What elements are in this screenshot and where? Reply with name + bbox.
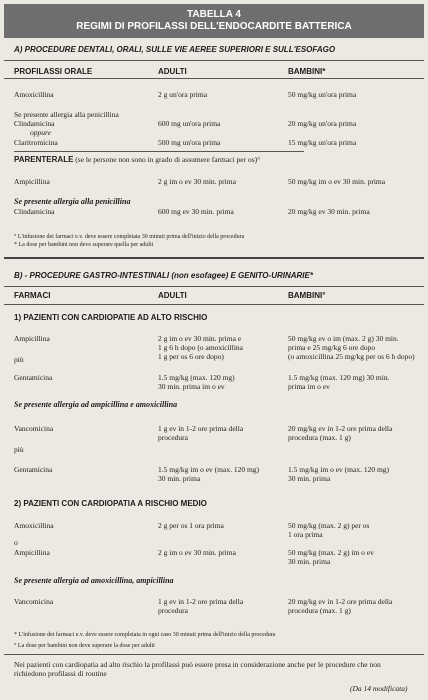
dose-line: 1 g per os 6 ore dopo)	[158, 352, 224, 361]
o-label: o	[14, 538, 18, 547]
child-dose	[288, 465, 389, 483]
drug-name: Clindamicina	[14, 207, 55, 216]
adult-dose	[158, 465, 259, 483]
section-a-title: A) PROCEDURE DENTALI, ORALI, SULLE VIE AEREE SUPERIORI E SULL'ESOFAGO	[14, 45, 336, 54]
dose-line: 1 ora prima	[288, 530, 323, 539]
oppure-label: oppure	[30, 128, 51, 137]
adult-dose: 500 mg un'ora prima	[158, 138, 221, 147]
allergy-heading: Se presente allergia ad amoxicillina, ampicillina	[14, 576, 174, 585]
col-header-adults: ADULTI	[158, 291, 187, 300]
dose-line: (o amoxicillina 25 mg/kg per os 6 h dopo)	[288, 352, 415, 361]
adult-dose	[158, 424, 243, 442]
allergy-note: Se presente allergia alla penicillina	[14, 110, 119, 119]
dose-line: 1.5 mg/kg (max. 120 mg) 30 min.	[288, 373, 390, 382]
dose-line: 30 min. prima	[158, 474, 201, 483]
drug-name: Claritromicina	[14, 138, 58, 147]
child-dose: 15 mg/kg un'ora prima	[288, 138, 357, 147]
allergy-heading: Se presente allergia ad ampicillina e amoxicillina	[14, 400, 178, 409]
drug-name: Amoxicillina	[14, 90, 54, 99]
table-number: TABELLA 4	[187, 9, 241, 20]
adult-dose	[158, 334, 243, 361]
section-divider	[4, 257, 424, 259]
dose-line: procedura (max. 1 g)	[288, 433, 351, 442]
child-dose	[288, 548, 374, 566]
adult-dose: 600 mg un'ora prima	[158, 119, 221, 128]
dose-line: 20 mg/kg ev in 1-2 ore prima della	[288, 597, 393, 606]
dose-line: prima im o ev	[288, 382, 330, 391]
table-header	[4, 4, 424, 38]
piu-label: più	[14, 355, 24, 364]
drug-name: Ampicillina	[14, 177, 50, 186]
footnote: * L'infusione dei farmaci e.v. deve essere completata in ogni caso 30 minuti prima dell'inizio della procedura	[14, 632, 276, 638]
divider	[4, 286, 424, 287]
col-header-children: BAMBINI°	[288, 291, 326, 300]
dose-line: prima e 25 mg/kg 6 ore dopo	[288, 343, 376, 352]
dose-line: 50 mg/kg ev o im (max. 2 g) 30 min.	[288, 334, 399, 343]
adult-dose: 2 g per os 1 ora prima	[158, 521, 224, 530]
adult-dose: 2 g im o ev 30 min. prima	[158, 548, 236, 557]
parenterale-label: PARENTERALE	[14, 155, 74, 164]
table-title: REGIMI DI PROFILASSI DELL'ENDOCARDITE BATTERICA	[76, 21, 352, 32]
col-header-drug: FARMACI	[14, 291, 51, 300]
child-dose	[288, 521, 369, 539]
child-dose	[288, 373, 389, 391]
dose-line: 1 g 6 h dopo (o amoxicillina	[158, 343, 243, 352]
dose-line: procedura	[158, 606, 188, 615]
footnote: * La dose per bambini non deve superare quella per adulti	[14, 242, 154, 248]
col-header-drug: PROFILASSI ORALE	[14, 67, 93, 76]
dose-line: 1.5 mg/kg im o ev (max. 120 mg)	[158, 465, 260, 474]
drug-name: Clindamicina	[14, 119, 55, 128]
col-header-adults: ADULTI	[158, 67, 187, 76]
dose-line: 1 g ev in 1-2 ore prima della	[158, 424, 244, 433]
child-dose: 20 mg/kg ev 30 min. prima	[288, 207, 370, 216]
source-note: (Da 14 modificata)	[350, 684, 408, 693]
adult-dose: 2 g im o ev 30 min. prima	[158, 177, 236, 186]
adult-dose: 2 g un'ora prima	[158, 90, 208, 99]
footer-note: Nei pazienti con cardiopatia ad alto rischio la profilassi può essere presa in considerazione anche per le procedure che non richiedono profilassi di routine	[14, 660, 381, 678]
drug-name: Gentamicina	[14, 465, 53, 474]
dose-line: 1 g ev in 1-2 ore prima della	[158, 597, 244, 606]
divider	[14, 151, 304, 152]
allergy-heading: Se presente allergia alla penicillina	[14, 197, 131, 206]
footnote: ° L'infusione dei farmaci e.v. deve essere completata 30 minuti prima dell'inizio della procedura	[14, 234, 245, 240]
subsection-medium-risk: 2) PAZIENTI CON CARDIOPATIA A RISCHIO MEDIO	[14, 499, 207, 508]
dose-line: 1.5 mg/kg im o ev (max. 120 mg)	[288, 465, 390, 474]
child-dose: 50 mg/kg un'ora prima	[288, 90, 357, 99]
drug-name: Vancomicina	[14, 597, 54, 606]
drug-name: Amoxicillina	[14, 521, 54, 530]
child-dose: 50 mg/kg im o ev 30 min. prima	[288, 177, 386, 186]
dose-line: 50 mg/kg (max. 2 g) per os	[288, 521, 370, 530]
dose-line: 1.5 mg/kg (max. 120 mg)	[158, 373, 235, 382]
child-dose: 20 mg/kg un'ora prima	[288, 119, 357, 128]
footnote: ° La dose per bambini non deve superare la dose per adulti	[14, 643, 155, 649]
dose-line: 2 g im o ev 30 min. prima e	[158, 334, 242, 343]
subsection-high-risk: 1) PAZIENTI CON CARDIOPATIE AD ALTO RISCHIO	[14, 313, 208, 322]
parenterale-row	[14, 155, 260, 164]
adult-dose	[158, 597, 243, 615]
drug-name: Ampicillina	[14, 548, 50, 557]
dose-line: 30 min. prima im o ev	[158, 382, 225, 391]
divider	[4, 78, 424, 79]
divider	[4, 304, 424, 305]
drug-name: Vancomicina	[14, 424, 54, 433]
child-dose	[288, 597, 392, 615]
child-dose	[288, 424, 392, 442]
dose-line: 30 min. prima	[288, 474, 331, 483]
child-dose	[288, 334, 415, 361]
dose-line: 20 mg/kg ev in 1-2 ore prima della	[288, 424, 393, 433]
piu-label: più	[14, 445, 24, 454]
dose-line: procedura	[158, 433, 188, 442]
col-header-children: BAMBINI*	[288, 67, 326, 76]
adult-dose	[158, 373, 235, 391]
dose-line: 30 min. prima	[288, 557, 331, 566]
adult-dose: 600 mg ev 30 min. prima	[158, 207, 234, 216]
dose-line: 50 mg/kg (max. 2 g) im o ev	[288, 548, 374, 557]
section-b-title: B) - PROCEDURE GASTRO-INTESTINALI (non esofagee) E GENITO-URINARIE*	[14, 271, 313, 280]
drug-name: Ampicillina	[14, 334, 50, 343]
divider	[4, 60, 424, 61]
drug-name: Gentamicina	[14, 373, 53, 382]
dose-line: procedura (max. 1 g)	[288, 606, 351, 615]
parenterale-note: (se le persone non sono in grado di assumere farmaci per os)°	[75, 155, 261, 164]
divider	[4, 654, 424, 655]
